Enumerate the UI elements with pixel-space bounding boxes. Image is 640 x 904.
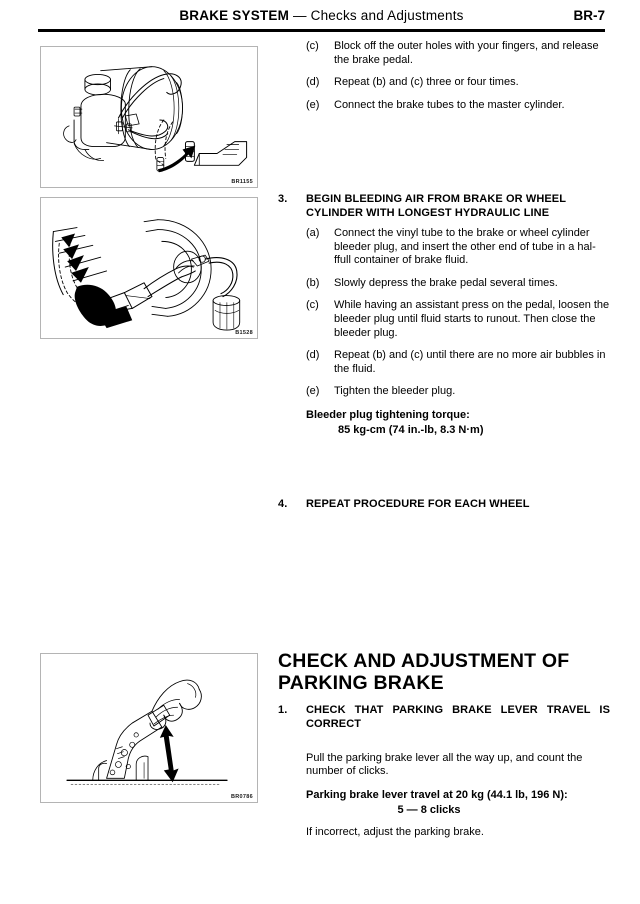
- torque-spec-value: 85 kg-cm (74 in.-lb, 8.3 N·m): [338, 423, 484, 436]
- sub-step: [278, 227, 610, 268]
- sub-step-letter: (c): [306, 299, 319, 312]
- figure-master-cylinder-bleeding: [40, 46, 258, 188]
- sub-step: [278, 299, 610, 340]
- page-number: BR-7: [573, 8, 605, 23]
- sub-step: [278, 277, 610, 291]
- sub-step-text: Connect the vinyl tube to the brake or wheel cylinder bleeder plug, and insert the other end of tube in a hal-ffull container of brake fluid.: [334, 227, 596, 267]
- header-title: [38, 8, 605, 23]
- header-title-subject: Checks and Adjustments: [310, 8, 464, 23]
- step-3-block: [278, 193, 610, 446]
- sub-step-text: While having an assistant press on the pedal, loosen the bleeder plug until fluid starts to runout. Then close the bleeder plug.: [334, 299, 610, 339]
- sub-step-letter: (c): [306, 40, 319, 52]
- header-title-system: BRAKE SYSTEM: [179, 8, 290, 23]
- sub-step-letter: (e): [306, 385, 320, 398]
- sub-step-letter: (d): [306, 349, 320, 362]
- torque-spec-label: Bleeder plug tightening torque:: [306, 408, 470, 421]
- section-heading-line-2: PARKING BRAKE: [278, 672, 444, 694]
- parking-travel-spec-label: Parking brake lever travel at 20 kg (44.1 lb, 196 N):: [306, 788, 568, 801]
- sub-step: [278, 349, 610, 376]
- sub-step: [278, 40, 610, 67]
- step-2-continuation: [278, 40, 610, 121]
- sub-step-letter: (b): [306, 276, 320, 289]
- step-4-heading: [278, 498, 610, 512]
- parking-step-1-closing: If incorrect, adjust the parking brake.: [306, 825, 484, 838]
- sub-step-letter: (a): [306, 227, 320, 239]
- parking-brake-section: [278, 650, 610, 848]
- sub-step-text: Block off the outer holes with your fingers, and release the brake pedal.: [334, 40, 599, 66]
- parking-step-1-heading: [278, 704, 610, 745]
- step-3-heading: [278, 193, 610, 220]
- sub-step-letter: (e): [306, 98, 320, 111]
- figure-caption: BR1155: [231, 179, 253, 185]
- parking-step-1-number: 1.: [278, 704, 288, 716]
- step-3-title: BEGIN BLEEDING AIR FROM BRAKE OR WHEEL CYLINDER WITH LONGEST HYDRAULIC LINE: [306, 193, 566, 219]
- figure-caption: B1528: [235, 330, 253, 336]
- sub-step: [278, 99, 610, 113]
- step-4-number: 4.: [278, 498, 288, 510]
- parking-step-1-paragraph: Pull the parking brake lever all the way up, and count the number of clicks.: [306, 751, 583, 778]
- step-4-title: REPEAT PROCEDURE FOR EACH WHEEL: [306, 498, 530, 510]
- header-rule: [38, 29, 605, 32]
- sub-step-text: Repeat (b) and (c) three or four times.: [334, 76, 519, 89]
- sub-step-text: Tighten the bleeder plug.: [334, 385, 456, 398]
- parking-travel-spec-value: 5 — 8 clicks: [397, 803, 461, 816]
- sub-step: [278, 385, 610, 399]
- sub-step-text: Slowly depress the brake pedal several times.: [334, 276, 558, 289]
- parking-step-1-title: CHECK THAT PARKING BRAKE LEVER TRAVEL IS CORRECT: [306, 704, 610, 730]
- step-3-number: 3.: [278, 193, 288, 205]
- figure-parking-brake-lever: [40, 653, 258, 803]
- header-title-dash: —: [289, 8, 311, 23]
- sub-step: [278, 76, 610, 90]
- sub-step-letter: (d): [306, 76, 320, 89]
- section-heading-line-1: CHECK AND ADJUSTMENT OF: [278, 650, 570, 672]
- step-4-block: [278, 498, 610, 519]
- figure-wheel-cylinder-bleeding: [40, 197, 258, 339]
- sub-step-text: Repeat (b) and (c) until there are no more air bubbles in the fluid.: [334, 349, 606, 375]
- sub-step-text: Connect the brake tubes to the master cylinder.: [334, 98, 565, 111]
- section-heading: [278, 650, 610, 694]
- figure-caption: BR0786: [231, 794, 253, 800]
